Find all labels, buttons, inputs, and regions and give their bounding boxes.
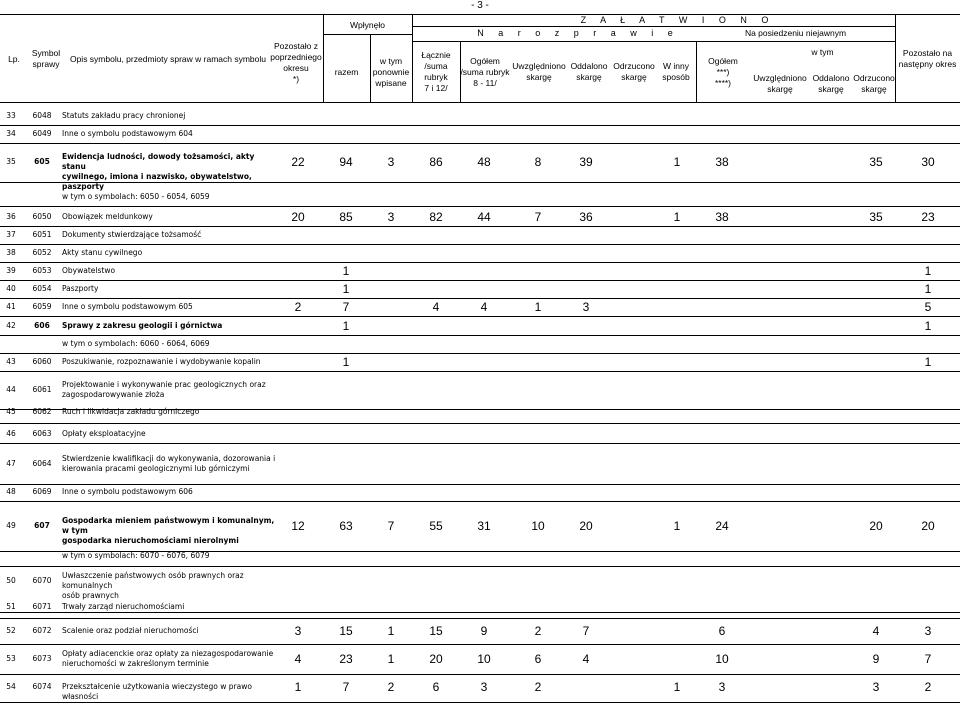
header-lp: Lp. bbox=[8, 53, 20, 64]
row-lp: 49 bbox=[6, 521, 16, 530]
row-value-c10: 38 bbox=[715, 210, 729, 224]
row-description: Obywatelstwo bbox=[62, 266, 116, 275]
row-symbol: 6048 bbox=[32, 111, 52, 120]
row-value-c10: 38 bbox=[715, 155, 729, 169]
row-value-c3: 7 bbox=[387, 519, 395, 533]
header-hearing-other: W inny sposób bbox=[662, 61, 690, 82]
row-divider bbox=[0, 702, 960, 703]
row-symbol: 605 bbox=[34, 157, 50, 166]
row-divider bbox=[0, 298, 960, 299]
row-value-c14: 30 bbox=[921, 155, 935, 169]
row-value-c6: 10 bbox=[531, 519, 545, 533]
row-divider bbox=[0, 423, 960, 424]
row-divider bbox=[0, 244, 960, 245]
row-value-c9: 1 bbox=[673, 519, 681, 533]
row-value-c6: 6 bbox=[534, 652, 542, 666]
row-value-c3: 2 bbox=[387, 680, 395, 694]
row-value-c1: 20 bbox=[291, 210, 305, 224]
row-value-c5: 48 bbox=[477, 155, 491, 169]
row-lp: 35 bbox=[6, 157, 16, 166]
row-value-c4: 55 bbox=[429, 519, 443, 533]
row-value-c5: 31 bbox=[477, 519, 491, 533]
row-value-c13: 35 bbox=[869, 155, 883, 169]
row-value-c4: 6 bbox=[432, 680, 440, 694]
header-in-hearing: N a r o z p r a w i e bbox=[477, 28, 679, 38]
row-value-c2: 94 bbox=[339, 155, 353, 169]
row-symbol: 6050 bbox=[32, 212, 52, 221]
row-value-c9: 1 bbox=[673, 680, 681, 694]
row-symbol: 6061 bbox=[32, 385, 52, 394]
row-value-c5: 4 bbox=[480, 300, 488, 314]
row-lp: 51 bbox=[6, 602, 16, 611]
row-value-c3: 1 bbox=[387, 652, 395, 666]
row-divider bbox=[0, 353, 960, 354]
row-value-c14: 2 bbox=[924, 680, 932, 694]
row-description: Inne o symbolu podstawowym 605 bbox=[62, 302, 193, 311]
row-divider bbox=[0, 443, 960, 444]
row-description: w tym o symbolach: 6060 - 6064, 6069 bbox=[62, 339, 210, 348]
row-value-c14: 23 bbox=[921, 210, 935, 224]
row-symbol: 6074 bbox=[32, 682, 52, 691]
row-value-c1: 4 bbox=[294, 652, 302, 666]
row-lp: 42 bbox=[6, 321, 16, 330]
row-symbol: 6073 bbox=[32, 654, 52, 663]
row-divider bbox=[0, 280, 960, 281]
row-symbol: 6063 bbox=[32, 429, 52, 438]
row-value-c5: 3 bbox=[480, 680, 488, 694]
statistics-table bbox=[0, 14, 960, 702]
row-description: Trwały zarząd nieruchomościami bbox=[62, 602, 185, 611]
row-value-c6: 8 bbox=[534, 155, 542, 169]
row-value-c6: 2 bbox=[534, 680, 542, 694]
row-divider bbox=[0, 316, 960, 317]
row-divider bbox=[0, 566, 960, 567]
row-value-c4: 86 bbox=[429, 155, 443, 169]
row-value-c5: 9 bbox=[480, 624, 488, 638]
row-symbol: 6064 bbox=[32, 459, 52, 468]
row-lp: 47 bbox=[6, 459, 16, 468]
row-value-c2: 85 bbox=[339, 210, 353, 224]
row-value-c7: 36 bbox=[579, 210, 593, 224]
row-value-c4: 82 bbox=[429, 210, 443, 224]
row-divider bbox=[0, 206, 960, 207]
row-description: Obowiązek meldunkowy bbox=[62, 212, 153, 221]
row-value-c10: 10 bbox=[715, 652, 729, 666]
row-lp: 40 bbox=[6, 284, 16, 293]
row-lp: 45 bbox=[6, 407, 16, 416]
row-symbol: 6069 bbox=[32, 487, 52, 496]
row-value-c1: 12 bbox=[291, 519, 305, 533]
row-description: Statuts zakładu pracy chronionej bbox=[62, 111, 186, 120]
row-symbol: 6070 bbox=[32, 576, 52, 585]
header-hearing-rejected: Odrzucono skargę bbox=[613, 61, 655, 82]
row-value-c14: 1 bbox=[924, 282, 932, 296]
row-lp: 37 bbox=[6, 230, 16, 239]
row-description: w tym o symbolach: 6070 - 6076, 6079 bbox=[62, 551, 210, 560]
row-symbol: 6051 bbox=[32, 230, 52, 239]
header-hearing-dismissed: Oddalono skargę bbox=[570, 61, 608, 82]
row-value-c13: 20 bbox=[869, 519, 883, 533]
header-received-reentered: w tym ponownie wpisane bbox=[372, 55, 410, 88]
row-description: Opłaty adiacenckie oraz opłaty za niezagospodarowanie nieruchomości w zakreślonym terminie bbox=[62, 649, 274, 668]
row-lp: 41 bbox=[6, 302, 16, 311]
row-value-c7: 20 bbox=[579, 519, 593, 533]
row-description: Inne o symbolu podstawowym 606 bbox=[62, 487, 193, 496]
row-value-c2: 23 bbox=[339, 652, 353, 666]
row-description: Gospodarka mieniem państwowym i komunalnym, w tym gospodarka nieruchomościami nierolnymi bbox=[62, 516, 275, 545]
row-description: Sprawy z zakresu geologii i górnictwa bbox=[62, 321, 223, 330]
row-lp: 36 bbox=[6, 212, 16, 221]
row-value-c2: 1 bbox=[342, 282, 350, 296]
row-value-c3: 3 bbox=[387, 155, 395, 169]
row-symbol: 6053 bbox=[32, 266, 52, 275]
row-value-c2: 1 bbox=[342, 319, 350, 333]
row-value-c14: 3 bbox=[924, 624, 932, 638]
row-value-c4: 4 bbox=[432, 300, 440, 314]
row-value-c7: 39 bbox=[579, 155, 593, 169]
header-closed-of-which: w tym bbox=[811, 46, 834, 57]
row-value-c2: 63 bbox=[339, 519, 353, 533]
header-closed-accepted: Uwzględniono skargę bbox=[753, 73, 807, 94]
row-description: Scalenie oraz podział nieruchomości bbox=[62, 626, 199, 635]
row-value-c14: 1 bbox=[924, 264, 932, 278]
row-divider bbox=[323, 34, 412, 35]
header-received-total: razem bbox=[334, 66, 359, 77]
row-value-c3: 1 bbox=[387, 624, 395, 638]
row-value-c2: 1 bbox=[342, 355, 350, 369]
row-symbol: 6054 bbox=[32, 284, 52, 293]
row-description: Poszukiwanie, rozpoznawanie i wydobywanie kopalin bbox=[62, 357, 261, 366]
header-received: Wpłynęło bbox=[350, 19, 385, 30]
row-divider bbox=[0, 618, 960, 619]
row-divider bbox=[0, 335, 960, 336]
row-lp: 53 bbox=[6, 654, 16, 663]
row-value-c6: 1 bbox=[534, 300, 542, 314]
row-description: Ruch i likwidacja zakładu górniczego bbox=[62, 407, 200, 416]
row-value-c9: 1 bbox=[673, 155, 681, 169]
row-value-c6: 7 bbox=[534, 210, 542, 224]
row-divider bbox=[0, 644, 960, 645]
row-description: Projektowanie i wykonywanie prac geologicznych oraz zagospodarowywanie złoża bbox=[62, 380, 266, 399]
row-symbol: 6052 bbox=[32, 248, 52, 257]
row-value-c7: 4 bbox=[582, 652, 590, 666]
row-value-c2: 15 bbox=[339, 624, 353, 638]
row-value-c10: 24 bbox=[715, 519, 729, 533]
header-hearing-accepted: Uwzględniono skargę bbox=[512, 61, 566, 82]
row-lp: 38 bbox=[6, 248, 16, 257]
row-description: w tym o symbolach: 6050 - 6054, 6059 bbox=[62, 192, 210, 201]
header-closed-total: Ogółem ***) ****) bbox=[708, 55, 738, 88]
row-value-c7: 7 bbox=[582, 624, 590, 638]
row-value-c1: 1 bbox=[294, 680, 302, 694]
row-lp: 46 bbox=[6, 429, 16, 438]
row-divider bbox=[0, 143, 960, 144]
row-value-c1: 2 bbox=[294, 300, 302, 314]
row-description: Uwłaszczenie państwowych osób prawnych oraz komunalnych osób prawnych bbox=[62, 571, 244, 600]
row-symbol: 6072 bbox=[32, 626, 52, 635]
header-remaining-prev: Pozostało z poprzedniego okresu *) bbox=[270, 41, 322, 84]
row-description: Ewidencja ludności, dowody tożsamości, akty stanu cywilnego, imiona i nazwisko, obywatelstwo, paszporty bbox=[62, 152, 255, 191]
page-number: - 3 - bbox=[471, 0, 489, 11]
header-closed-session: Na posiedzeniu niejawnym bbox=[744, 28, 847, 38]
row-description: Opłaty eksploatacyjne bbox=[62, 429, 146, 438]
row-value-c13: 9 bbox=[872, 652, 880, 666]
header-description: Opis symbolu, przedmioty spraw w ramach symbolu bbox=[69, 53, 267, 64]
row-description: Paszporty bbox=[62, 284, 99, 293]
row-description: Dokumenty stwierdzające tożsamość bbox=[62, 230, 202, 239]
row-lp: 44 bbox=[6, 385, 16, 394]
row-value-c6: 2 bbox=[534, 624, 542, 638]
row-value-c2: 7 bbox=[342, 300, 350, 314]
row-description: Akty stanu cywilnego bbox=[62, 248, 143, 257]
row-symbol: 6059 bbox=[32, 302, 52, 311]
row-value-c2: 1 bbox=[342, 264, 350, 278]
header-total-sum: Łącznie /suma rubryk 7 i 12/ bbox=[421, 50, 451, 93]
row-value-c10: 3 bbox=[718, 680, 726, 694]
row-lp: 39 bbox=[6, 266, 16, 275]
row-lp: 33 bbox=[6, 111, 16, 120]
row-lp: 50 bbox=[6, 576, 16, 585]
row-value-c5: 44 bbox=[477, 210, 491, 224]
row-value-c4: 20 bbox=[429, 652, 443, 666]
row-value-c1: 22 bbox=[291, 155, 305, 169]
row-description: Przekształcenie użytkowania wieczystego w prawo własności bbox=[62, 682, 252, 701]
row-divider bbox=[0, 226, 960, 227]
row-value-c13: 4 bbox=[872, 624, 880, 638]
row-value-c14: 1 bbox=[924, 319, 932, 333]
row-value-c2: 7 bbox=[342, 680, 350, 694]
row-value-c14: 7 bbox=[924, 652, 932, 666]
row-symbol: 607 bbox=[34, 521, 50, 530]
row-symbol: 6060 bbox=[32, 357, 52, 366]
row-value-c13: 35 bbox=[869, 210, 883, 224]
row-divider bbox=[0, 125, 960, 126]
row-value-c4: 15 bbox=[429, 624, 443, 638]
row-value-c14: 1 bbox=[924, 355, 932, 369]
row-symbol: 6049 bbox=[32, 129, 52, 138]
row-value-c14: 20 bbox=[921, 519, 935, 533]
row-value-c10: 6 bbox=[718, 624, 726, 638]
row-value-c5: 10 bbox=[477, 652, 491, 666]
row-value-c14: 5 bbox=[924, 300, 932, 314]
header-hearing-total: Ogółem /suma rubryk 8 - 11/ bbox=[460, 55, 510, 88]
header-closed-rejected: Odrzucono skargę bbox=[853, 73, 895, 94]
row-divider bbox=[0, 674, 960, 675]
row-value-c7: 3 bbox=[582, 300, 590, 314]
row-divider bbox=[412, 41, 895, 42]
row-symbol: 6071 bbox=[32, 602, 52, 611]
row-lp: 43 bbox=[6, 357, 16, 366]
header-symbol: Symbol sprawy bbox=[31, 48, 61, 69]
row-lp: 52 bbox=[6, 626, 16, 635]
row-symbol: 606 bbox=[34, 321, 50, 330]
header-closed-dismissed: Oddalono skargę bbox=[812, 73, 850, 94]
row-divider bbox=[0, 371, 960, 372]
row-divider bbox=[0, 182, 960, 183]
header-completed: Z A Ł A T W I O N O bbox=[580, 14, 775, 25]
row-symbol: 6062 bbox=[32, 407, 52, 416]
row-value-c3: 3 bbox=[387, 210, 395, 224]
row-divider bbox=[0, 612, 960, 613]
row-divider bbox=[0, 484, 960, 485]
header-remaining-next: Pozostało na następny okres bbox=[898, 48, 957, 69]
row-divider bbox=[0, 501, 960, 502]
row-value-c9: 1 bbox=[673, 210, 681, 224]
row-value-c1: 3 bbox=[294, 624, 302, 638]
row-lp: 48 bbox=[6, 487, 16, 496]
row-description: Stwierdzenie kwalifikacji do wykonywania, dozorowania i kierowania pracami geologicznymi lub górniczymi bbox=[62, 454, 276, 473]
row-value-c13: 3 bbox=[872, 680, 880, 694]
row-lp: 54 bbox=[6, 682, 16, 691]
row-divider bbox=[0, 262, 960, 263]
row-description: Inne o symbolu podstawowym 604 bbox=[62, 129, 193, 138]
row-lp: 34 bbox=[6, 129, 16, 138]
